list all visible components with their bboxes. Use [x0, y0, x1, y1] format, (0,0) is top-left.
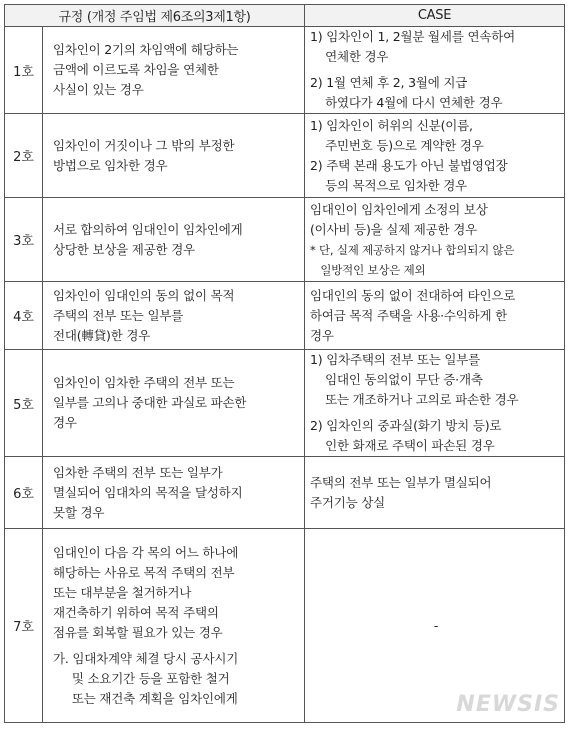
- rule-cell: [43, 27, 305, 114]
- table-row: [5, 457, 565, 529]
- table-row: [5, 282, 565, 350]
- case-cell: [305, 282, 565, 350]
- rule-line: 전대(轉貸)한 경우: [53, 327, 151, 343]
- case-line: 연체한 경우: [310, 49, 389, 64]
- case-line: 임대인의 동의 없이 전대하여 타인으로: [310, 287, 516, 303]
- case-cell: [305, 27, 565, 114]
- case-line: 2) 임차인의 중과실(화기 방치 등)로: [310, 418, 502, 433]
- note-line: * 단, 실제 제공하지 않거나 합의되지 않은: [310, 242, 515, 257]
- case-line: 2) 1월 연체 후 2, 3월에 지급: [310, 75, 468, 90]
- rule-line: 방법으로 임차한 경우: [53, 157, 168, 173]
- row-number: 1호: [5, 27, 43, 114]
- case-line: 2) 주택 본래 용도가 아닌 불법영업장: [310, 157, 508, 173]
- case-cell: -: [305, 529, 565, 723]
- newsis-watermark: NEWSIS: [456, 692, 560, 717]
- rule-line: 임차한 주택의 전부 또는 일부가: [53, 464, 223, 480]
- case-line: 하여금 목적 주택을 사용·수익하게 한: [310, 307, 507, 323]
- table-row: [5, 350, 565, 457]
- rule-line: 임차인이 임대인의 동의 없이 목적: [53, 287, 235, 303]
- rule-cell: [43, 350, 305, 457]
- case-cell: [305, 114, 565, 198]
- header-case: CASE: [305, 5, 565, 27]
- case-line: 경우: [310, 327, 334, 343]
- rule-line: 멸실되어 임대차의 목적을 달성하지: [53, 484, 243, 500]
- case-line: 주민번호 등)으로 계약한 경우: [310, 137, 484, 153]
- case-line: 인한 화재로 주택이 파손된 경우: [310, 438, 495, 453]
- row-number: 3호: [5, 198, 43, 282]
- sub-clause-line: 가. 임대차계약 체결 당시 공사시기: [53, 650, 239, 666]
- table-row: [5, 114, 565, 198]
- row-number: 4호: [5, 282, 43, 350]
- case-line: 하였다가 4월에 다시 연체한 경우: [310, 95, 503, 110]
- header-rule: 규정 (개정 주임법 제6조의3제1항): [5, 5, 305, 27]
- eviction-grounds-table: [4, 4, 565, 723]
- rule-cell: [43, 114, 305, 198]
- case-line: 임대인이 임차인에게 소정의 보상: [310, 201, 488, 217]
- rule-line: 임대인이 다음 각 목의 어느 하나에: [53, 544, 239, 560]
- rule-line: 사실이 있는 경우: [53, 82, 144, 97]
- case-cell: [305, 350, 565, 457]
- note-line: 일방적인 보상은 제외: [310, 262, 426, 277]
- rule-cell: [43, 198, 305, 282]
- rule-line: 임차인이 2기의 차임액에 해당하는: [53, 42, 239, 57]
- rule-line: 못할 경우: [53, 504, 105, 520]
- row-number: 7호: [5, 529, 43, 723]
- case-line: 주택의 전부 또는 일부가 멸실되어: [310, 474, 492, 490]
- row-number: 2호: [5, 114, 43, 198]
- rule-cell: [43, 457, 305, 529]
- rule-line: 경우: [53, 415, 77, 430]
- rule-line: 주택의 전부 또는 일부를: [53, 307, 184, 323]
- rule-line: 임차인이 거짓이나 그 밖의 부정한: [53, 137, 235, 153]
- rule-line: 서로 합의하여 임대인이 임차인에게: [53, 221, 243, 237]
- case-line: 임대인 동의없이 무단 증·개축: [310, 372, 483, 387]
- rule-line: 금액에 이르도록 차임을 연체한: [53, 62, 219, 77]
- sub-clause-line: 또는 재건축 계획을 임차인에게: [53, 690, 238, 706]
- table-row: [5, 27, 565, 114]
- case-cell: [305, 457, 565, 529]
- case-line: (이사비 등)을 실제 제공한 경우: [310, 221, 477, 237]
- rule-line: 일부를 고의나 중대한 과실로 파손한: [53, 395, 247, 410]
- header-row: [5, 5, 565, 27]
- rule-line: 또는 대부분을 철거하거나: [53, 584, 192, 600]
- case-line: 1) 임차인이 1, 2월분 월세를 연속하여: [310, 29, 515, 44]
- rule-cell: [43, 529, 305, 723]
- rule-line: 해당하는 사유로 목적 주택의 전부: [53, 564, 235, 580]
- rule-line: 점유를 회복할 필요가 있는 경우: [53, 624, 223, 640]
- rule-line: 임차인이 임차한 주택의 전부 또는: [53, 375, 235, 390]
- row-number: 6호: [5, 457, 43, 529]
- rule-cell: [43, 282, 305, 350]
- row-number: 5호: [5, 350, 43, 457]
- case-cell: [305, 198, 565, 282]
- rule-line: 상당한 보상을 제공한 경우: [53, 241, 195, 257]
- sub-clause-line: 및 소요기간 등을 포함한 철거: [53, 670, 230, 686]
- case-line: 주거기능 상실: [310, 494, 386, 510]
- rule-line: 재건축하기 위하여 목적 주택의: [53, 604, 219, 620]
- case-line: 1) 임차주택의 전부 또는 일부를: [310, 352, 481, 367]
- case-line: 1) 임차인이 허위의 신분(이름,: [310, 117, 473, 133]
- case-line: 또는 개조하거나 고의로 파손한 경우: [310, 392, 519, 407]
- table-row: [5, 198, 565, 282]
- case-line: 등의 목적으로 임차한 경우: [310, 177, 468, 193]
